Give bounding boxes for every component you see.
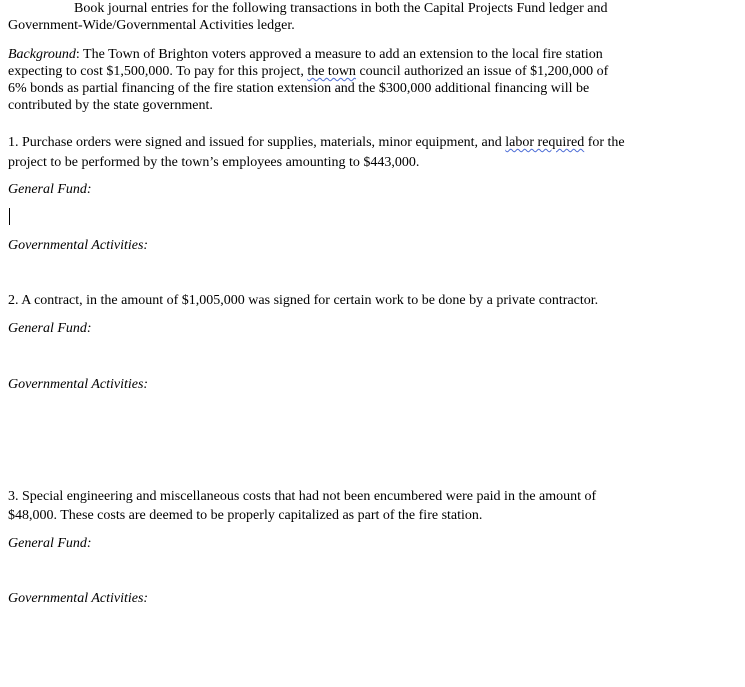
grammar-flag-labor-required[interactable]: labor required [505,135,585,150]
item-3-governmental-activities-label: Governmental Activities: [8,591,149,606]
background-line-2-text-a: expecting to cost $1,500,000. To pay for this project, [8,64,308,79]
background-label: Background [8,47,76,62]
item-3-line-2: $48,000. These costs are deemed to be properly capitalized as part of the fire station. [8,508,483,523]
item-1-text-a: 1. Purchase orders were signed and issued for supplies, materials, minor equipment, and [8,135,506,150]
item-2-governmental-activities-label: Governmental Activities: [8,377,149,392]
background-line-3: 6% bonds as partial financing of the fire station extension and the $300,000 additional financing will be [8,81,590,96]
item-1-governmental-activities-label: Governmental Activities: [8,238,149,253]
item-1-general-fund-label: General Fund: [8,182,92,197]
background-line-2 [8,63,608,80]
background-line-2-text-b: council authorized an issue of $1,200,000 of [355,64,609,79]
item-2-line-1: 2. A contract, in the amount of $1,005,000 was signed for certain work to be done by a private contractor. [8,293,599,308]
item-1-line-2: project to be performed by the town’s employees amounting to $443,000. [8,155,420,170]
grammar-flag-the-town[interactable]: the town [307,64,356,79]
intro-line-2: Government-Wide/Governmental Activities ledger. [8,18,295,33]
background-line-1-text: : The Town of Brighton voters approved a measure to add an extension to the local fire station [75,47,603,62]
intro-line-1: Book journal entries for the following transactions in both the Capital Projects Fund ledger and [74,1,608,16]
item-3-line-1: 3. Special engineering and miscellaneous costs that had not been encumbered were paid in the amount of [8,489,597,504]
background-line-4: contributed by the state government. [8,98,213,113]
background-line-1 [8,46,603,63]
item-1-line-1 [8,134,625,151]
item-3-general-fund-label: General Fund: [8,536,92,551]
text-cursor[interactable] [9,208,10,225]
item-2-general-fund-label: General Fund: [8,321,92,336]
item-1-text-b: for the [584,135,625,150]
